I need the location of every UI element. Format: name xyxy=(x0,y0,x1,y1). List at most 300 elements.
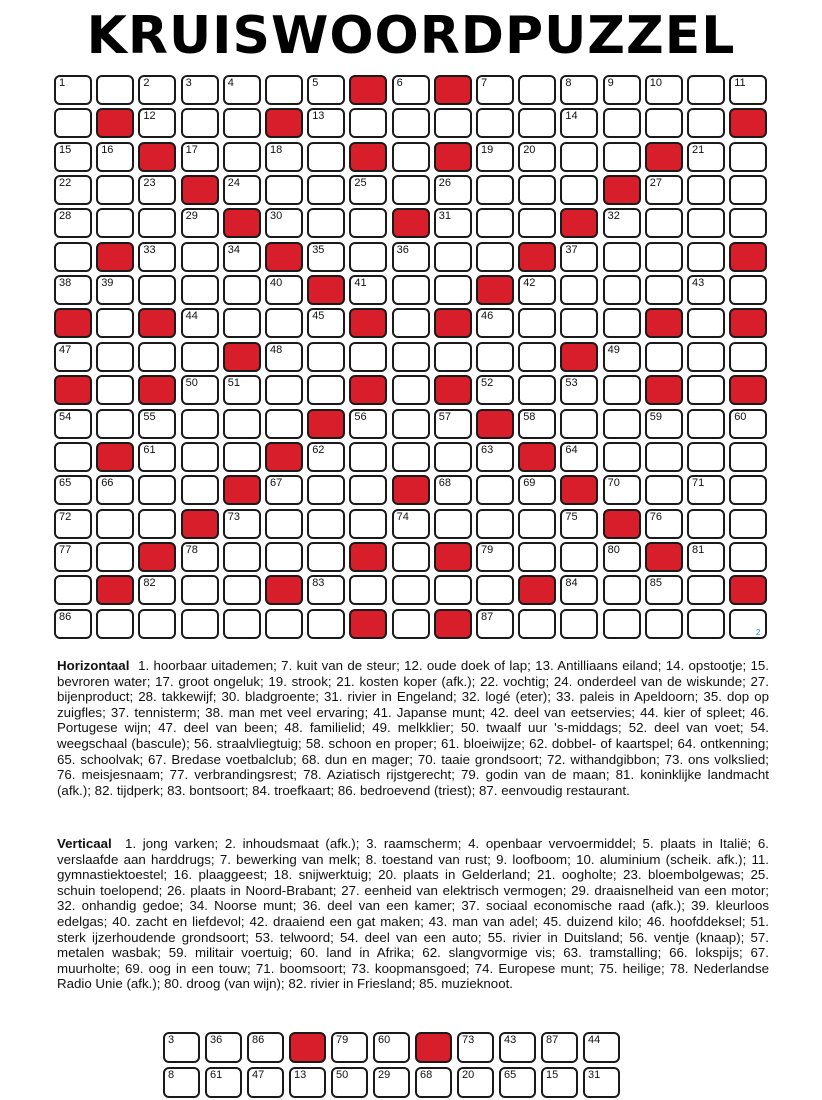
grid-cell[interactable] xyxy=(603,242,641,272)
grid-cell[interactable] xyxy=(687,342,725,372)
grid-cell[interactable] xyxy=(434,342,472,372)
grid-cell[interactable] xyxy=(307,442,345,472)
grid-cell[interactable] xyxy=(560,308,598,338)
grid-cell[interactable] xyxy=(645,175,683,205)
clue-number: 14 xyxy=(565,110,578,123)
grid-cell[interactable] xyxy=(392,542,430,572)
grid-cell[interactable] xyxy=(518,308,556,338)
grid-cell[interactable] xyxy=(518,142,556,172)
grid-cell[interactable] xyxy=(181,308,219,338)
grid-cell[interactable] xyxy=(392,142,430,172)
grid-block-cell xyxy=(96,108,134,138)
grid-cell[interactable] xyxy=(392,342,430,372)
clue-number: 84 xyxy=(565,577,578,590)
grid-cell[interactable] xyxy=(392,275,430,305)
grid-block-cell xyxy=(434,609,472,639)
grid-cell[interactable] xyxy=(96,208,134,238)
grid-cell[interactable] xyxy=(645,509,683,539)
grid-cell[interactable] xyxy=(603,442,641,472)
grid-cell[interactable] xyxy=(434,409,472,439)
grid-cell[interactable] xyxy=(729,142,767,172)
grid-cell[interactable] xyxy=(223,509,261,539)
grid-cell[interactable] xyxy=(54,175,92,205)
grid-cell[interactable] xyxy=(96,475,134,505)
grid-cell[interactable] xyxy=(54,142,92,172)
grid-cell[interactable] xyxy=(687,308,725,338)
grid-cell[interactable] xyxy=(223,275,261,305)
grid-cell[interactable] xyxy=(307,242,345,272)
grid-cell[interactable] xyxy=(265,75,303,105)
solution-number: 65 xyxy=(504,1069,517,1081)
clue-number: 2 xyxy=(143,77,150,89)
grid-cell[interactable] xyxy=(138,75,176,105)
grid-cell[interactable] xyxy=(518,509,556,539)
grid-cell[interactable] xyxy=(560,108,598,138)
clue-number: 62 xyxy=(312,443,325,456)
grid-cell[interactable] xyxy=(223,442,261,472)
grid-cell[interactable] xyxy=(307,609,345,639)
solution-cell[interactable] xyxy=(457,1032,494,1063)
clue-number: 42 xyxy=(523,277,536,290)
solution-cell[interactable] xyxy=(499,1032,536,1063)
grid-cell[interactable] xyxy=(265,275,303,305)
grid-cell[interactable] xyxy=(138,475,176,505)
clue-number: 13 xyxy=(312,110,325,123)
grid-cell[interactable] xyxy=(476,442,514,472)
grid-cell[interactable] xyxy=(476,75,514,105)
grid-cell[interactable] xyxy=(138,342,176,372)
grid-cell[interactable] xyxy=(560,75,598,105)
solution-cell[interactable] xyxy=(163,1067,200,1098)
grid-cell[interactable] xyxy=(138,609,176,639)
grid-cell[interactable] xyxy=(476,475,514,505)
clue-number: 20 xyxy=(523,143,536,156)
grid-cell[interactable] xyxy=(265,308,303,338)
grid-cell[interactable] xyxy=(307,475,345,505)
grid-block-cell xyxy=(223,342,261,372)
grid-cell[interactable] xyxy=(265,175,303,205)
grid-cell[interactable] xyxy=(518,409,556,439)
grid-cell[interactable] xyxy=(603,308,641,338)
grid-cell[interactable] xyxy=(434,208,472,238)
grid-cell[interactable] xyxy=(265,542,303,572)
grid-cell[interactable] xyxy=(349,509,387,539)
grid-cell[interactable] xyxy=(603,542,641,572)
clue-number: 5 xyxy=(312,77,319,89)
grid-cell[interactable] xyxy=(223,609,261,639)
grid-cell[interactable] xyxy=(392,242,430,272)
clue-number: 31 xyxy=(438,210,452,223)
grid-cell[interactable] xyxy=(349,108,387,138)
grid-cell[interactable] xyxy=(138,108,176,138)
grid-cell[interactable] xyxy=(729,442,767,472)
grid-cell[interactable] xyxy=(687,442,725,472)
grid-cell[interactable] xyxy=(265,208,303,238)
grid-cell[interactable] xyxy=(645,108,683,138)
grid-cell[interactable] xyxy=(349,442,387,472)
solution-cell[interactable] xyxy=(583,1067,620,1098)
grid-cell[interactable] xyxy=(349,242,387,272)
grid-cell[interactable] xyxy=(687,75,725,105)
grid-cell[interactable] xyxy=(181,108,219,138)
grid-cell[interactable] xyxy=(434,242,472,272)
grid-cell[interactable] xyxy=(476,108,514,138)
grid-cell[interactable] xyxy=(307,108,345,138)
solution-cell[interactable] xyxy=(457,1067,494,1098)
grid-cell[interactable] xyxy=(560,609,598,639)
grid-cell[interactable] xyxy=(96,142,134,172)
grid-cell[interactable] xyxy=(645,342,683,372)
grid-cell[interactable] xyxy=(476,342,514,372)
grid-cell[interactable] xyxy=(687,575,725,605)
grid-cell[interactable] xyxy=(603,575,641,605)
grid-cell[interactable] xyxy=(603,108,641,138)
grid-cell[interactable] xyxy=(729,609,767,639)
grid-cell[interactable] xyxy=(476,509,514,539)
clue-number: 54 xyxy=(59,410,72,423)
grid-cell[interactable] xyxy=(96,542,134,572)
grid-cell[interactable] xyxy=(560,375,598,405)
grid-block-cell xyxy=(96,575,134,605)
grid-cell[interactable] xyxy=(138,442,176,472)
clue-number: 21 xyxy=(692,143,705,156)
grid-cell[interactable] xyxy=(223,542,261,572)
grid-cell[interactable] xyxy=(518,275,556,305)
grid-cell[interactable] xyxy=(96,275,134,305)
grid-cell[interactable] xyxy=(687,142,725,172)
grid-cell[interactable] xyxy=(181,442,219,472)
grid-cell[interactable] xyxy=(392,375,430,405)
grid-cell[interactable] xyxy=(518,108,556,138)
grid-cell[interactable] xyxy=(54,409,92,439)
grid-cell[interactable] xyxy=(518,342,556,372)
clue-number: 49 xyxy=(607,343,620,356)
grid-cell[interactable] xyxy=(307,342,345,372)
grid-cell[interactable] xyxy=(181,475,219,505)
grid-cell[interactable] xyxy=(265,409,303,439)
grid-cell[interactable] xyxy=(54,542,92,572)
grid-cell[interactable] xyxy=(392,409,430,439)
grid-cell[interactable] xyxy=(223,242,261,272)
grid-cell[interactable] xyxy=(96,175,134,205)
grid-cell[interactable] xyxy=(265,142,303,172)
grid-cell[interactable] xyxy=(96,308,134,338)
grid-cell[interactable] xyxy=(645,575,683,605)
clue-number: 63 xyxy=(481,443,494,456)
grid-cell[interactable] xyxy=(476,575,514,605)
grid-cell[interactable] xyxy=(349,475,387,505)
grid-cell[interactable] xyxy=(645,208,683,238)
clue-number: 46 xyxy=(481,310,494,323)
grid-cell[interactable] xyxy=(138,208,176,238)
grid-cell[interactable] xyxy=(518,175,556,205)
solution-cell[interactable] xyxy=(163,1032,200,1063)
grid-cell[interactable] xyxy=(265,609,303,639)
grid-cell[interactable] xyxy=(181,542,219,572)
grid-cell[interactable] xyxy=(729,509,767,539)
page-number: 2 xyxy=(756,628,761,637)
grid-cell[interactable] xyxy=(518,475,556,505)
clue-number: 4 xyxy=(227,77,234,89)
clue-number: 45 xyxy=(312,310,325,323)
grid-cell[interactable] xyxy=(307,75,345,105)
grid-cell[interactable] xyxy=(729,175,767,205)
solution-cell[interactable] xyxy=(541,1032,578,1063)
solution-cell[interactable] xyxy=(373,1067,410,1098)
grid-cell[interactable] xyxy=(307,175,345,205)
grid-cell[interactable] xyxy=(54,509,92,539)
grid-cell[interactable] xyxy=(729,342,767,372)
grid-cell[interactable] xyxy=(96,75,134,105)
grid-cell[interactable] xyxy=(138,575,176,605)
grid-cell[interactable] xyxy=(223,175,261,205)
grid-cell[interactable] xyxy=(392,308,430,338)
grid-cell[interactable] xyxy=(307,542,345,572)
solution-number: 13 xyxy=(294,1069,307,1081)
grid-cell[interactable] xyxy=(476,308,514,338)
clue-number: 64 xyxy=(565,443,578,456)
grid-cell[interactable] xyxy=(223,142,261,172)
grid-cell[interactable] xyxy=(560,275,598,305)
grid-cell[interactable] xyxy=(54,442,92,472)
clue-number: 28 xyxy=(59,210,72,223)
solution-cell[interactable] xyxy=(247,1032,284,1063)
grid-cell[interactable] xyxy=(307,142,345,172)
solution-cell[interactable] xyxy=(289,1067,326,1098)
grid-cell[interactable] xyxy=(645,242,683,272)
grid-cell[interactable] xyxy=(434,509,472,539)
grid-cell[interactable] xyxy=(349,342,387,372)
grid-cell[interactable] xyxy=(307,375,345,405)
grid-cell[interactable] xyxy=(392,509,430,539)
grid-cell[interactable] xyxy=(307,575,345,605)
grid-cell[interactable] xyxy=(560,142,598,172)
grid-cell[interactable] xyxy=(434,275,472,305)
clue-number: 41 xyxy=(354,277,367,290)
grid-cell[interactable] xyxy=(138,409,176,439)
grid-cell[interactable] xyxy=(560,242,598,272)
grid-cell[interactable] xyxy=(138,175,176,205)
grid-cell[interactable] xyxy=(54,275,92,305)
grid-cell[interactable] xyxy=(349,409,387,439)
grid-cell[interactable] xyxy=(476,609,514,639)
grid-cell[interactable] xyxy=(560,542,598,572)
solution-block-cell xyxy=(289,1032,326,1063)
clue-number: 59 xyxy=(649,410,663,423)
grid-cell[interactable] xyxy=(729,75,767,105)
grid-block-cell xyxy=(392,475,430,505)
grid-cell[interactable] xyxy=(603,609,641,639)
grid-cell[interactable] xyxy=(560,409,598,439)
clue-number: 60 xyxy=(734,410,747,423)
grid-cell[interactable] xyxy=(181,575,219,605)
grid-cell[interactable] xyxy=(392,442,430,472)
grid-cell[interactable] xyxy=(181,208,219,238)
grid-cell[interactable] xyxy=(181,242,219,272)
grid-cell[interactable] xyxy=(603,342,641,372)
grid-cell[interactable] xyxy=(603,142,641,172)
solution-cell[interactable] xyxy=(331,1032,368,1063)
grid-cell[interactable] xyxy=(181,609,219,639)
grid-cell[interactable] xyxy=(54,75,92,105)
grid-cell[interactable] xyxy=(54,475,92,505)
grid-cell[interactable] xyxy=(729,275,767,305)
grid-cell[interactable] xyxy=(54,108,92,138)
grid-cell[interactable] xyxy=(307,308,345,338)
solution-cell[interactable] xyxy=(415,1067,452,1098)
grid-cell[interactable] xyxy=(645,609,683,639)
grid-cell[interactable] xyxy=(729,475,767,505)
grid-cell[interactable] xyxy=(687,175,725,205)
grid-cell[interactable] xyxy=(687,208,725,238)
grid-cell[interactable] xyxy=(476,375,514,405)
solution-cell[interactable] xyxy=(205,1067,242,1098)
grid-cell[interactable] xyxy=(223,108,261,138)
grid-cell[interactable] xyxy=(518,375,556,405)
grid-block-cell xyxy=(96,442,134,472)
clue-number: 73 xyxy=(227,510,241,523)
grid-cell[interactable] xyxy=(729,208,767,238)
grid-cell[interactable] xyxy=(392,75,430,105)
grid-cell[interactable] xyxy=(476,208,514,238)
grid-cell[interactable] xyxy=(476,175,514,205)
grid-cell[interactable] xyxy=(560,442,598,472)
grid-cell[interactable] xyxy=(518,75,556,105)
grid-cell[interactable] xyxy=(96,375,134,405)
grid-block-cell xyxy=(138,142,176,172)
solution-number: 50 xyxy=(336,1069,349,1081)
grid-cell[interactable] xyxy=(687,409,725,439)
clue-number: 37 xyxy=(565,243,578,256)
grid-cell[interactable] xyxy=(645,475,683,505)
solution-cell[interactable] xyxy=(205,1032,242,1063)
grid-cell[interactable] xyxy=(476,542,514,572)
grid-cell[interactable] xyxy=(54,609,92,639)
grid-cell[interactable] xyxy=(687,375,725,405)
clue-number: 22 xyxy=(59,177,72,190)
grid-cell[interactable] xyxy=(96,409,134,439)
grid-cell[interactable] xyxy=(181,275,219,305)
grid-cell[interactable] xyxy=(349,208,387,238)
grid-cell[interactable] xyxy=(687,509,725,539)
grid-cell[interactable] xyxy=(687,542,725,572)
grid-block-cell xyxy=(265,442,303,472)
solution-cell[interactable] xyxy=(499,1067,536,1098)
clue-number: 12 xyxy=(143,110,156,123)
grid-cell[interactable] xyxy=(645,442,683,472)
clue-number: 76 xyxy=(649,510,663,523)
grid-cell[interactable] xyxy=(96,609,134,639)
grid-cell[interactable] xyxy=(349,575,387,605)
clue-number: 23 xyxy=(143,177,156,190)
grid-cell[interactable] xyxy=(603,208,641,238)
clue-number: 6 xyxy=(396,77,403,89)
solution-cell[interactable] xyxy=(541,1067,578,1098)
grid-cell[interactable] xyxy=(181,342,219,372)
grid-cell[interactable] xyxy=(518,208,556,238)
clue-number: 67 xyxy=(270,477,283,490)
grid-cell[interactable] xyxy=(223,575,261,605)
grid-cell[interactable] xyxy=(265,375,303,405)
grid-cell[interactable] xyxy=(434,442,472,472)
grid-cell[interactable] xyxy=(560,575,598,605)
grid-cell[interactable] xyxy=(645,75,683,105)
grid-cell[interactable] xyxy=(518,542,556,572)
grid-cell[interactable] xyxy=(434,575,472,605)
grid-cell[interactable] xyxy=(392,609,430,639)
grid-cell[interactable] xyxy=(96,509,134,539)
clue-number: 75 xyxy=(565,510,578,523)
grid-cell[interactable] xyxy=(687,475,725,505)
grid-cell[interactable] xyxy=(687,108,725,138)
grid-cell[interactable] xyxy=(560,509,598,539)
grid-cell[interactable] xyxy=(265,475,303,505)
grid-block-cell xyxy=(645,542,683,572)
grid-cell[interactable] xyxy=(181,142,219,172)
grid-cell[interactable] xyxy=(603,75,641,105)
grid-cell[interactable] xyxy=(687,275,725,305)
grid-cell[interactable] xyxy=(181,375,219,405)
grid-cell[interactable] xyxy=(518,609,556,639)
grid-cell[interactable] xyxy=(645,275,683,305)
grid-cell[interactable] xyxy=(603,475,641,505)
solution-cell[interactable] xyxy=(331,1067,368,1098)
grid-cell[interactable] xyxy=(265,342,303,372)
grid-cell[interactable] xyxy=(349,275,387,305)
grid-cell[interactable] xyxy=(476,142,514,172)
grid-cell[interactable] xyxy=(54,242,92,272)
clue-number: 36 xyxy=(396,243,409,256)
solution-cell[interactable] xyxy=(583,1032,620,1063)
solution-cell[interactable] xyxy=(247,1067,284,1098)
grid-cell[interactable] xyxy=(603,275,641,305)
solution-cell[interactable] xyxy=(373,1032,410,1063)
grid-cell[interactable] xyxy=(603,375,641,405)
grid-cell[interactable] xyxy=(687,242,725,272)
grid-cell[interactable] xyxy=(223,308,261,338)
grid-cell[interactable] xyxy=(645,409,683,439)
grid-cell[interactable] xyxy=(307,208,345,238)
grid-cell[interactable] xyxy=(476,242,514,272)
grid-cell[interactable] xyxy=(307,509,345,539)
grid-cell[interactable] xyxy=(392,175,430,205)
grid-cell[interactable] xyxy=(729,542,767,572)
grid-cell[interactable] xyxy=(223,375,261,405)
grid-cell[interactable] xyxy=(96,342,134,372)
grid-cell[interactable] xyxy=(138,509,176,539)
grid-cell[interactable] xyxy=(54,208,92,238)
grid-cell[interactable] xyxy=(54,342,92,372)
grid-cell[interactable] xyxy=(349,175,387,205)
grid-cell[interactable] xyxy=(265,509,303,539)
grid-cell[interactable] xyxy=(434,475,472,505)
grid-cell[interactable] xyxy=(223,75,261,105)
grid-cell[interactable] xyxy=(434,108,472,138)
grid-cell[interactable] xyxy=(392,575,430,605)
grid-cell[interactable] xyxy=(392,108,430,138)
grid-cell[interactable] xyxy=(223,409,261,439)
grid-cell[interactable] xyxy=(138,275,176,305)
grid-cell[interactable] xyxy=(138,242,176,272)
grid-cell[interactable] xyxy=(687,609,725,639)
grid-cell[interactable] xyxy=(434,175,472,205)
grid-cell[interactable] xyxy=(181,75,219,105)
grid-cell[interactable] xyxy=(54,575,92,605)
grid-cell[interactable] xyxy=(181,409,219,439)
grid-cell[interactable] xyxy=(560,175,598,205)
grid-cell[interactable] xyxy=(729,409,767,439)
grid-cell[interactable] xyxy=(603,409,641,439)
